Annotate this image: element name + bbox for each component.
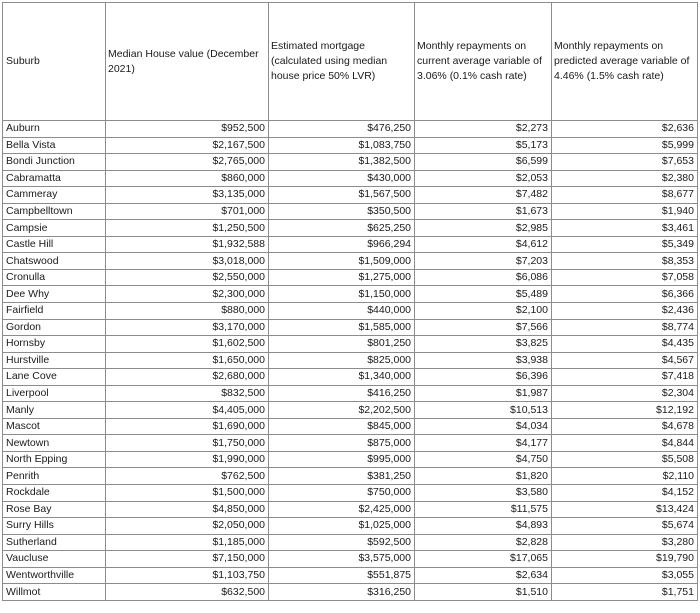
table-row	[3, 236, 698, 253]
predicted-repayment-cell: $7,058	[552, 269, 698, 286]
predicted-repayment-cell: $2,436	[552, 303, 698, 320]
current-repayment-cell: $1,987	[415, 385, 552, 402]
suburb-cell: Liverpool	[3, 385, 106, 402]
header-median-house-value: Median House value (December 2021)	[106, 3, 269, 121]
current-repayment-cell: $2,985	[415, 220, 552, 237]
current-repayment-cell: $17,065	[415, 551, 552, 568]
median-value-cell: $3,135,000	[106, 187, 269, 204]
predicted-repayment-cell: $4,844	[552, 435, 698, 452]
table-row	[3, 137, 698, 154]
median-value-cell: $1,185,000	[106, 534, 269, 551]
median-value-cell: $1,932,588	[106, 236, 269, 253]
median-value-cell: $880,000	[106, 303, 269, 320]
predicted-repayment-cell: $2,110	[552, 468, 698, 485]
mortgage-cell: $845,000	[269, 418, 415, 435]
header-predicted-repayments: Monthly repayments on predicted average variable of 4.46% (1.5% cash rate)	[552, 3, 698, 121]
current-repayment-cell: $4,034	[415, 418, 552, 435]
mortgage-cell: $476,250	[269, 121, 415, 138]
current-repayment-cell: $4,612	[415, 236, 552, 253]
current-repayment-cell: $4,750	[415, 451, 552, 468]
suburb-cell: Campbelltown	[3, 203, 106, 220]
predicted-repayment-cell: $4,678	[552, 418, 698, 435]
table-row	[3, 551, 698, 568]
predicted-repayment-cell: $2,380	[552, 170, 698, 187]
predicted-repayment-cell: $13,424	[552, 501, 698, 518]
median-value-cell: $7,150,000	[106, 551, 269, 568]
median-value-cell: $3,170,000	[106, 319, 269, 336]
table-row	[3, 451, 698, 468]
current-repayment-cell: $7,566	[415, 319, 552, 336]
mortgage-cell: $825,000	[269, 352, 415, 369]
current-repayment-cell: $3,580	[415, 485, 552, 502]
mortgage-cell: $1,382,500	[269, 154, 415, 171]
suburb-cell: Willmot	[3, 584, 106, 601]
mortgage-cell: $381,250	[269, 468, 415, 485]
mortgage-cell: $995,000	[269, 451, 415, 468]
table-row	[3, 203, 698, 220]
suburb-cell: Wentworthville	[3, 567, 106, 584]
header-current-repayments: Monthly repayments on current average variable of 3.06% (0.1% cash rate)	[415, 3, 552, 121]
table-row	[3, 418, 698, 435]
current-repayment-cell: $3,825	[415, 336, 552, 353]
median-value-cell: $762,500	[106, 468, 269, 485]
predicted-repayment-cell: $5,508	[552, 451, 698, 468]
mortgage-repayments-table	[2, 2, 698, 601]
table-row	[3, 435, 698, 452]
suburb-cell: Gordon	[3, 319, 106, 336]
median-value-cell: $1,690,000	[106, 418, 269, 435]
header-row	[3, 3, 698, 121]
predicted-repayment-cell: $4,435	[552, 336, 698, 353]
table-row	[3, 154, 698, 171]
suburb-cell: Auburn	[3, 121, 106, 138]
median-value-cell: $832,500	[106, 385, 269, 402]
predicted-repayment-cell: $3,280	[552, 534, 698, 551]
predicted-repayment-cell: $2,636	[552, 121, 698, 138]
table-row	[3, 220, 698, 237]
median-value-cell: $1,650,000	[106, 352, 269, 369]
table-row	[3, 170, 698, 187]
current-repayment-cell: $4,893	[415, 518, 552, 535]
current-repayment-cell: $11,575	[415, 501, 552, 518]
predicted-repayment-cell: $6,366	[552, 286, 698, 303]
median-value-cell: $1,500,000	[106, 485, 269, 502]
table-row	[3, 352, 698, 369]
mortgage-cell: $801,250	[269, 336, 415, 353]
table-row	[3, 187, 698, 204]
mortgage-cell: $350,500	[269, 203, 415, 220]
suburb-cell: Vaucluse	[3, 551, 106, 568]
median-value-cell: $1,250,500	[106, 220, 269, 237]
median-value-cell: $4,850,000	[106, 501, 269, 518]
mortgage-cell: $966,294	[269, 236, 415, 253]
mortgage-cell: $1,340,000	[269, 369, 415, 386]
median-value-cell: $2,050,000	[106, 518, 269, 535]
mortgage-cell: $1,025,000	[269, 518, 415, 535]
suburb-cell: North Epping	[3, 451, 106, 468]
predicted-repayment-cell: $19,790	[552, 551, 698, 568]
predicted-repayment-cell: $8,353	[552, 253, 698, 270]
median-value-cell: $2,550,000	[106, 269, 269, 286]
mortgage-cell: $1,150,000	[269, 286, 415, 303]
current-repayment-cell: $2,634	[415, 567, 552, 584]
table-row	[3, 336, 698, 353]
table-row	[3, 303, 698, 320]
mortgage-cell: $1,083,750	[269, 137, 415, 154]
predicted-repayment-cell: $5,999	[552, 137, 698, 154]
suburb-cell: Dee Why	[3, 286, 106, 303]
suburb-cell: Newtown	[3, 435, 106, 452]
mortgage-cell: $592,500	[269, 534, 415, 551]
predicted-repayment-cell: $2,304	[552, 385, 698, 402]
table-row	[3, 286, 698, 303]
median-value-cell: $952,500	[106, 121, 269, 138]
current-repayment-cell: $4,177	[415, 435, 552, 452]
predicted-repayment-cell: $3,055	[552, 567, 698, 584]
median-value-cell: $1,602,500	[106, 336, 269, 353]
current-repayment-cell: $1,510	[415, 584, 552, 601]
table-row	[3, 518, 698, 535]
predicted-repayment-cell: $4,567	[552, 352, 698, 369]
mortgage-cell: $1,509,000	[269, 253, 415, 270]
predicted-repayment-cell: $1,940	[552, 203, 698, 220]
suburb-cell: Mascot	[3, 418, 106, 435]
suburb-cell: Surry Hills	[3, 518, 106, 535]
suburb-cell: Penrith	[3, 468, 106, 485]
current-repayment-cell: $1,820	[415, 468, 552, 485]
table-row	[3, 319, 698, 336]
mortgage-cell: $430,000	[269, 170, 415, 187]
mortgage-cell: $750,000	[269, 485, 415, 502]
current-repayment-cell: $5,489	[415, 286, 552, 303]
suburb-cell: Hurstville	[3, 352, 106, 369]
predicted-repayment-cell: $5,349	[552, 236, 698, 253]
suburb-cell: Bella Vista	[3, 137, 106, 154]
mortgage-cell: $2,202,500	[269, 402, 415, 419]
table-row	[3, 385, 698, 402]
suburb-cell: Lane Cove	[3, 369, 106, 386]
suburb-cell: Cabramatta	[3, 170, 106, 187]
table-row	[3, 584, 698, 601]
median-value-cell: $860,000	[106, 170, 269, 187]
table-header	[3, 3, 698, 121]
median-value-cell: $2,167,500	[106, 137, 269, 154]
suburb-cell: Hornsby	[3, 336, 106, 353]
predicted-repayment-cell: $4,152	[552, 485, 698, 502]
current-repayment-cell: $6,599	[415, 154, 552, 171]
predicted-repayment-cell: $5,674	[552, 518, 698, 535]
table-row	[3, 501, 698, 518]
current-repayment-cell: $2,053	[415, 170, 552, 187]
mortgage-cell: $2,425,000	[269, 501, 415, 518]
mortgage-cell: $625,250	[269, 220, 415, 237]
mortgage-table-container	[2, 2, 697, 601]
table-row	[3, 534, 698, 551]
predicted-repayment-cell: $8,774	[552, 319, 698, 336]
table-body	[3, 121, 698, 601]
current-repayment-cell: $6,086	[415, 269, 552, 286]
table-row	[3, 468, 698, 485]
median-value-cell: $1,103,750	[106, 567, 269, 584]
mortgage-cell: $1,585,000	[269, 319, 415, 336]
header-estimated-mortgage: Estimated mortgage (calculated using median house price 50% LVR)	[269, 3, 415, 121]
median-value-cell: $3,018,000	[106, 253, 269, 270]
predicted-repayment-cell: $3,461	[552, 220, 698, 237]
predicted-repayment-cell: $7,418	[552, 369, 698, 386]
suburb-cell: Fairfield	[3, 303, 106, 320]
current-repayment-cell: $3,938	[415, 352, 552, 369]
predicted-repayment-cell: $7,653	[552, 154, 698, 171]
suburb-cell: Cronulla	[3, 269, 106, 286]
mortgage-cell: $1,275,000	[269, 269, 415, 286]
suburb-cell: Manly	[3, 402, 106, 419]
current-repayment-cell: $6,396	[415, 369, 552, 386]
table-row	[3, 369, 698, 386]
current-repayment-cell: $1,673	[415, 203, 552, 220]
mortgage-cell: $3,575,000	[269, 551, 415, 568]
median-value-cell: $701,000	[106, 203, 269, 220]
median-value-cell: $2,300,000	[106, 286, 269, 303]
current-repayment-cell: $7,482	[415, 187, 552, 204]
table-row	[3, 253, 698, 270]
suburb-cell: Bondi Junction	[3, 154, 106, 171]
mortgage-cell: $1,567,500	[269, 187, 415, 204]
table-row	[3, 485, 698, 502]
mortgage-cell: $440,000	[269, 303, 415, 320]
current-repayment-cell: $2,828	[415, 534, 552, 551]
suburb-cell: Cammeray	[3, 187, 106, 204]
mortgage-cell: $416,250	[269, 385, 415, 402]
median-value-cell: $2,680,000	[106, 369, 269, 386]
suburb-cell: Rockdale	[3, 485, 106, 502]
median-value-cell: $1,750,000	[106, 435, 269, 452]
current-repayment-cell: $7,203	[415, 253, 552, 270]
suburb-cell: Chatswood	[3, 253, 106, 270]
median-value-cell: $2,765,000	[106, 154, 269, 171]
current-repayment-cell: $2,273	[415, 121, 552, 138]
mortgage-cell: $875,000	[269, 435, 415, 452]
current-repayment-cell: $5,173	[415, 137, 552, 154]
current-repayment-cell: $10,513	[415, 402, 552, 419]
current-repayment-cell: $2,100	[415, 303, 552, 320]
table-row	[3, 121, 698, 138]
suburb-cell: Castle Hill	[3, 236, 106, 253]
suburb-cell: Sutherland	[3, 534, 106, 551]
suburb-cell: Campsie	[3, 220, 106, 237]
suburb-cell: Rose Bay	[3, 501, 106, 518]
median-value-cell: $1,990,000	[106, 451, 269, 468]
mortgage-cell: $316,250	[269, 584, 415, 601]
table-row	[3, 567, 698, 584]
mortgage-cell: $551,875	[269, 567, 415, 584]
header-suburb: Suburb	[3, 3, 106, 121]
predicted-repayment-cell: $8,677	[552, 187, 698, 204]
table-row	[3, 402, 698, 419]
table-row	[3, 269, 698, 286]
predicted-repayment-cell: $1,751	[552, 584, 698, 601]
median-value-cell: $4,405,000	[106, 402, 269, 419]
predicted-repayment-cell: $12,192	[552, 402, 698, 419]
median-value-cell: $632,500	[106, 584, 269, 601]
